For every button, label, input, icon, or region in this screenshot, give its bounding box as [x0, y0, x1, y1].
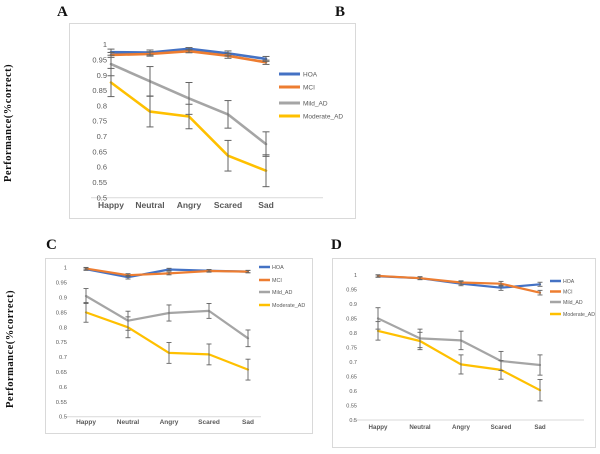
y-tick-label: 0.65	[55, 370, 67, 377]
panel-label-a: A	[57, 4, 68, 20]
y-tick-label: 0.9	[96, 70, 107, 80]
y-tick-label: 1	[353, 273, 357, 280]
y-tick-label: 0.85	[55, 310, 67, 317]
chart-panel-d	[332, 258, 596, 448]
x-tick-labels	[98, 200, 274, 210]
y-tick-label: 1	[102, 40, 107, 50]
y-tick-labels	[92, 40, 107, 202]
x-tick-label: Scared	[198, 419, 220, 426]
error-bars	[108, 48, 270, 187]
error-bars	[376, 275, 543, 401]
y-tick-label: 0.85	[92, 86, 107, 96]
legend	[279, 71, 343, 120]
y-tick-label: 0.5	[58, 414, 67, 421]
legend-label-hoa: HOA	[563, 278, 575, 285]
y-tick-labels	[346, 273, 357, 424]
panel-label-c: C	[46, 237, 57, 253]
y-tick-label: 0.9	[58, 295, 67, 302]
y-tick-label: 0.55	[92, 178, 107, 188]
panel-label-b: B	[335, 4, 346, 20]
x-tick-label: Sad	[534, 424, 546, 431]
line-chart-a	[70, 24, 355, 218]
line-chart-d	[333, 259, 595, 447]
y-tick-label: 0.55	[346, 403, 357, 410]
y-tick-label: 1	[63, 265, 67, 272]
x-tick-label: Neutral	[409, 424, 431, 431]
y-tick-label: 0.7	[96, 132, 107, 142]
y-tick-label: 0.95	[55, 280, 67, 287]
series-line-mild_ad	[378, 318, 540, 365]
chart-panel-c	[45, 258, 313, 434]
y-tick-label: 0.75	[346, 345, 357, 352]
y-tick-labels	[56, 266, 67, 421]
y-tick-label: 0.6	[58, 384, 67, 391]
legend-label-mci: MCI	[272, 277, 282, 284]
y-tick-label: 0.6	[96, 162, 107, 172]
legend	[550, 279, 595, 318]
y-tick-label: 0.9	[349, 302, 357, 309]
chart-panel-a	[69, 23, 356, 219]
legend-label-mild_ad: Mild_AD	[563, 299, 583, 306]
legend-label-hoa: HOA	[272, 264, 284, 271]
series-line-mild_ad	[86, 296, 248, 338]
y-tick-label: 0.8	[349, 331, 357, 338]
y-tick-label: 0.5	[349, 417, 357, 424]
x-tick-labels	[76, 419, 254, 426]
x-tick-label: Happy	[368, 424, 388, 431]
y-tick-label: 0.65	[346, 374, 357, 381]
y-tick-label: 0.95	[92, 55, 107, 65]
panel-label-d: D	[331, 237, 342, 253]
y-tick-label: 0.7	[349, 360, 357, 367]
y-tick-label: 0.55	[55, 399, 67, 406]
y-tick-label: 0.8	[58, 325, 67, 332]
legend-label-hoa: HOA	[303, 71, 318, 79]
legend	[259, 265, 305, 309]
legend-label-moderate_ad: Moderate_AD	[303, 113, 344, 121]
legend-label-moderate_ad: Moderate_AD	[272, 302, 306, 309]
legend-label-mild_ad: Mild_AD	[303, 100, 328, 108]
x-tick-label: Happy	[98, 200, 124, 210]
y-axis-label-a: Performance(%correct)	[3, 63, 14, 183]
y-tick-label: 0.75	[92, 116, 107, 126]
x-tick-label: Neutral	[135, 200, 165, 210]
y-tick-label: 0.5	[96, 193, 107, 203]
y-tick-label: 0.7	[58, 355, 67, 362]
legend-label-mci: MCI	[563, 289, 573, 296]
y-tick-label: 0.75	[55, 340, 67, 347]
x-tick-label: Happy	[76, 419, 96, 426]
legend-label-mci: MCI	[303, 84, 315, 92]
x-tick-label: Scared	[213, 200, 243, 210]
y-tick-label: 0.65	[92, 147, 107, 157]
y-axis-label-c: Performance(%correct)	[5, 289, 16, 409]
y-tick-label: 0.8	[96, 101, 107, 111]
x-tick-labels	[369, 424, 546, 431]
x-tick-label: Neutral	[116, 419, 140, 426]
x-tick-label: Angry	[159, 419, 179, 426]
legend-label-mild_ad: Mild_AD	[272, 289, 293, 296]
y-tick-label: 0.85	[346, 316, 357, 323]
line-chart-c	[46, 259, 312, 433]
y-tick-label: 0.6	[349, 388, 357, 395]
x-tick-label: Sad	[258, 200, 274, 210]
legend-label-moderate_ad: Moderate_AD	[563, 311, 595, 318]
x-tick-label: Scared	[490, 424, 512, 431]
x-tick-label: Angry	[452, 424, 470, 431]
x-tick-label: Sad	[242, 419, 254, 426]
y-tick-label: 0.95	[346, 287, 357, 294]
x-tick-label: Angry	[176, 200, 202, 210]
